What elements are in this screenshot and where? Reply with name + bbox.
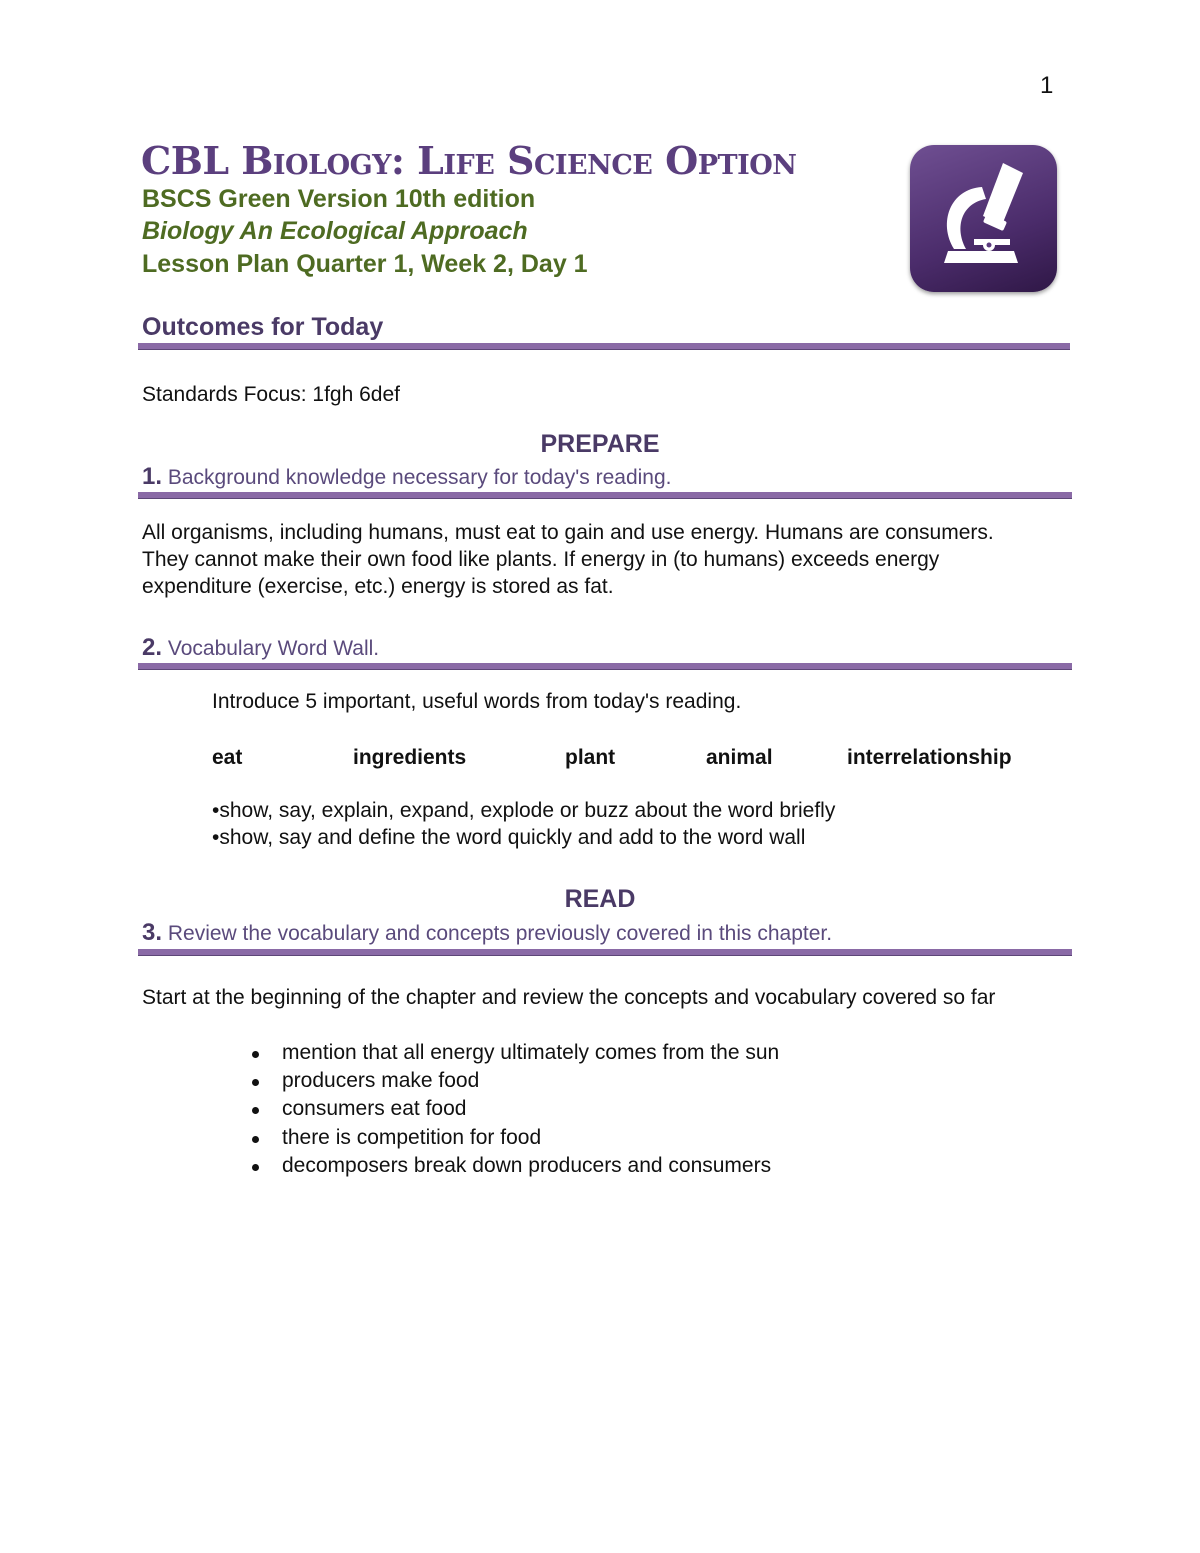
- list-item: producers make food: [282, 1069, 480, 1092]
- item-1-label: Background knowledge necessary for today's reading.: [167, 466, 672, 489]
- bullet-icon: [252, 1107, 259, 1114]
- book-subtitle: Biology An Ecological Approach: [142, 217, 528, 245]
- outcomes-heading: Outcomes for Today: [142, 313, 384, 341]
- item-3-number: 3.: [142, 919, 163, 946]
- review-paragraph: Start at the beginning of the chapter and review the concepts and vocabulary covered so far: [142, 986, 996, 1009]
- bullet-icon: [252, 1164, 259, 1171]
- microscope-icon: [910, 145, 1057, 292]
- list-item: mention that all energy ultimately comes from the sun: [282, 1041, 780, 1064]
- divider: [138, 492, 1072, 499]
- page-number: 1: [1040, 72, 1054, 99]
- divider: [138, 949, 1072, 956]
- item-3-heading: [142, 919, 832, 947]
- item-2-label: Vocabulary Word Wall.: [167, 637, 380, 660]
- microscope-logo: [910, 145, 1057, 292]
- list-item: decomposers break down producers and consumers: [282, 1154, 772, 1177]
- vocab-word: ingredients: [353, 746, 467, 769]
- prepare-heading: PREPARE: [540, 430, 660, 458]
- item-3-label: Review the vocabulary and concepts previously covered in this chapter.: [167, 922, 833, 945]
- item-1-number: 1.: [142, 463, 163, 490]
- divider: [138, 663, 1072, 670]
- vocab-intro: Introduce 5 important, useful words from today's reading.: [212, 690, 742, 713]
- bullet-icon: [252, 1051, 259, 1058]
- bullet-icon: [252, 1079, 259, 1086]
- vocab-word: plant: [565, 746, 616, 769]
- document-title: CBL Biology: Life Science Option: [141, 138, 797, 183]
- edition-subtitle: BSCS Green Version 10th edition: [142, 185, 536, 213]
- vocab-instruction: •show, say and define the word quickly and add to the word wall: [212, 826, 806, 849]
- item-2-number: 2.: [142, 634, 163, 661]
- list-item: consumers eat food: [282, 1097, 467, 1120]
- vocab-word: eat: [212, 746, 243, 769]
- list-item: there is competition for food: [282, 1126, 542, 1149]
- bullet-icon: [252, 1136, 259, 1143]
- background-paragraph: All organisms, including humans, must eat to gain and use energy. Humans are consumers. They cannot make their own food like plants. If energy in (to humans) exceeds energy expenditure (exercise, etc.) energy is stored as fat.: [142, 521, 994, 598]
- vocab-word: animal: [706, 746, 773, 769]
- divider: [138, 343, 1070, 350]
- vocab-word: interrelationship: [847, 746, 1012, 769]
- item-1-heading: [142, 463, 672, 491]
- vocab-instruction: •show, say, explain, expand, explode or buzz about the word briefly: [212, 799, 836, 822]
- read-heading: READ: [564, 885, 636, 913]
- standards-focus: Standards Focus: 1fgh 6def: [142, 383, 400, 406]
- lesson-subtitle: Lesson Plan Quarter 1, Week 2, Day 1: [142, 250, 588, 278]
- item-2-heading: [142, 634, 379, 662]
